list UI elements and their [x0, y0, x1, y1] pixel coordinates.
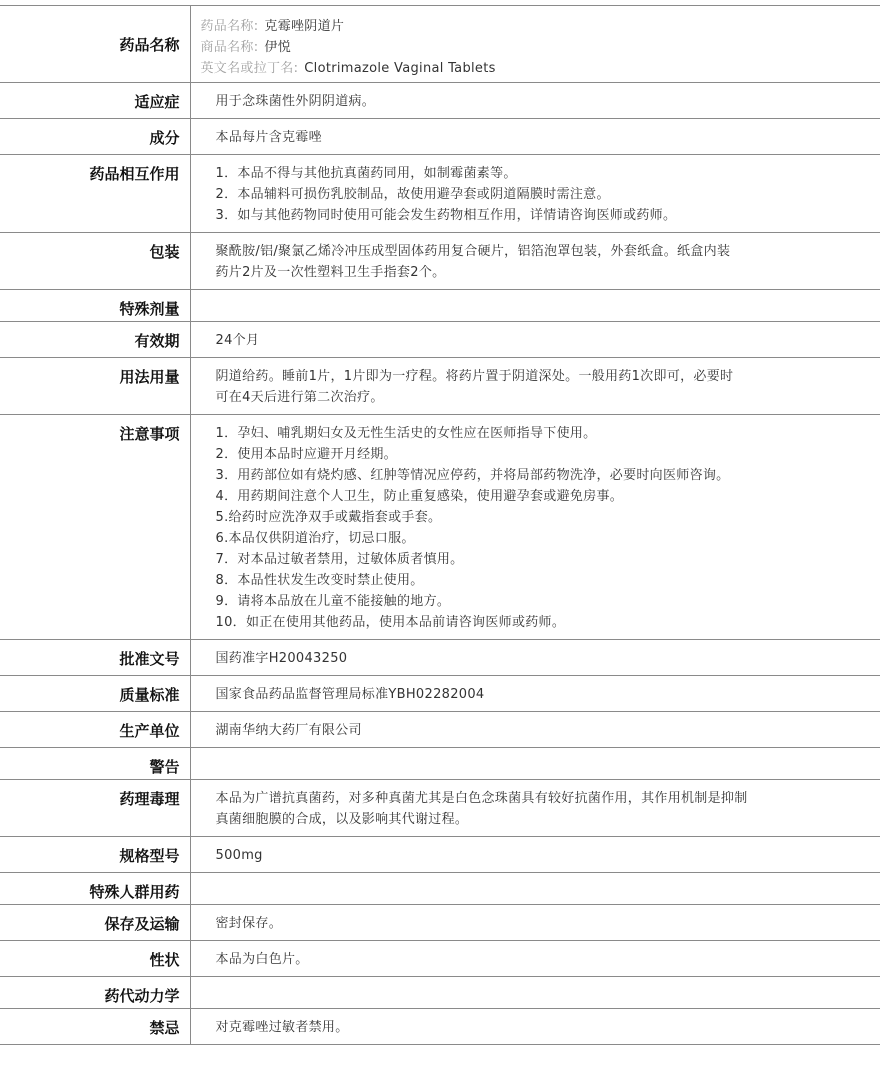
row-approval — [0, 640, 880, 676]
row-manufacturer — [0, 712, 880, 748]
interaction-item: 3．如与其他药物同时使用可能会发生药物相互作用，详情请咨询医师或药师。 — [215, 208, 677, 223]
precaution-item: 2．使用本品时应避开月经期。 — [215, 447, 397, 462]
precaution-item: 5.给药时应洗净双手或戴指套或手套。 — [215, 510, 442, 525]
warning-value — [190, 748, 880, 780]
precaution-item: 3．用药部位如有烧灼感、红肿等情况应停药，并将局部药物洗净，必要时向医师咨询。 — [215, 468, 730, 483]
generic-name-line — [201, 16, 861, 37]
special-dosage-value — [190, 290, 880, 322]
row-storage — [0, 905, 880, 941]
row-spec — [0, 837, 880, 873]
row-contraindications — [0, 1009, 880, 1045]
row-appearance — [0, 941, 880, 977]
row-label-ingredients: 成分 — [0, 119, 190, 155]
names-cell — [190, 6, 880, 83]
validity-value: 24个月 — [215, 333, 260, 348]
precaution-item: 10．如正在使用其他药品，使用本品前请咨询医师或药师。 — [215, 615, 566, 630]
row-precautions — [0, 415, 880, 640]
spec-value: 500mg — [215, 848, 263, 863]
trade-name-value: 伊悦 — [264, 40, 291, 55]
storage-value: 密封保存。 — [215, 916, 283, 931]
usage-line: 阴道给药。睡前1片，1片即为一疗程。将药片置于阴道深处。一般用药1次即可，必要时 — [215, 369, 734, 384]
packaging-cell — [190, 233, 880, 290]
trade-name-line — [201, 37, 861, 58]
packaging-line: 聚酰胺/铝/聚氯乙烯冷冲压成型固体药用复合硬片，铝箔泡罩包装，外套纸盒。纸盒内装 — [215, 244, 731, 259]
row-warning — [0, 748, 880, 780]
precaution-item: 8．本品性状发生改变时禁止使用。 — [215, 573, 424, 588]
contraindications-value: 对克霉唑过敏者禁用。 — [215, 1020, 349, 1035]
precaution-item: 4．用药期间注意个人卫生，防止重复感染，使用避孕套或避免房事。 — [215, 489, 624, 504]
english-name-value: Clotrimazole Vaginal Tablets — [304, 61, 496, 76]
english-name-key: 英文名或拉丁名: — [200, 61, 299, 76]
row-label-precautions: 注意事项 — [0, 415, 190, 640]
pharmacology-line: 本品为广谱抗真菌药，对多种真菌尤其是白色念珠菌具有较好抗菌作用，其作用机制是抑制 — [215, 791, 748, 806]
row-special-population — [0, 873, 880, 905]
trade-name-key: 商品名称: — [200, 40, 259, 55]
interaction-item: 1．本品不得与其他抗真菌药同用，如制霉菌素等。 — [215, 166, 517, 181]
usage-line: 可在4天后进行第二次治疗。 — [215, 390, 384, 405]
row-label-interactions: 药品相互作用 — [0, 155, 190, 233]
row-label-storage: 保存及运输 — [0, 905, 190, 941]
drug-info-table — [0, 5, 880, 1045]
generic-name-key: 药品名称: — [200, 19, 259, 34]
approval-value: 国药准字H20043250 — [215, 651, 348, 666]
precaution-item: 9．请将本品放在儿童不能接触的地方。 — [215, 594, 451, 609]
packaging-line: 药片2片及一次性塑料卫生手指套2个。 — [215, 265, 446, 280]
interaction-item: 2．本品辅料可损伤乳胶制品，故使用避孕套或阴道隔膜时需注意。 — [215, 187, 610, 202]
row-usage — [0, 358, 880, 415]
english-name-line — [201, 58, 861, 79]
standard-value: 国家食品药品监督管理局标准YBH02282004 — [215, 687, 485, 702]
row-label-contraindications: 禁忌 — [0, 1009, 190, 1045]
row-label-approval: 批准文号 — [0, 640, 190, 676]
row-interactions — [0, 155, 880, 233]
row-label-manufacturer: 生产单位 — [0, 712, 190, 748]
appearance-value: 本品为白色片。 — [215, 952, 309, 967]
usage-cell — [190, 358, 880, 415]
row-label-special-population: 特殊人群用药 — [0, 873, 190, 905]
row-standard — [0, 676, 880, 712]
row-names — [0, 6, 880, 83]
precaution-item: 1．孕妇、哺乳期妇女及无性生活史的女性应在医师指导下使用。 — [215, 426, 597, 441]
row-label-validity: 有效期 — [0, 322, 190, 358]
pharmacology-cell — [190, 780, 880, 837]
row-label-names: 药品名称 — [0, 6, 190, 83]
row-pharmacokinetics — [0, 977, 880, 1009]
row-special-dosage — [0, 290, 880, 322]
row-indication — [0, 83, 880, 119]
row-label-packaging: 包装 — [0, 233, 190, 290]
row-ingredients — [0, 119, 880, 155]
row-label-warning: 警告 — [0, 748, 190, 780]
precaution-item: 7．对本品过敏者禁用，过敏体质者慎用。 — [215, 552, 464, 567]
row-label-pharmacology: 药理毒理 — [0, 780, 190, 837]
ingredients-value: 本品每片含克霉唑 — [215, 130, 322, 145]
precautions-cell — [190, 415, 880, 640]
row-label-usage: 用法用量 — [0, 358, 190, 415]
row-label-pharmacokinetics: 药代动力学 — [0, 977, 190, 1009]
row-label-appearance: 性状 — [0, 941, 190, 977]
row-validity — [0, 322, 880, 358]
generic-name-value: 克霉唑阴道片 — [264, 19, 345, 34]
interactions-cell — [190, 155, 880, 233]
pharmacology-line: 真菌细胞膜的合成，以及影响其代谢过程。 — [215, 812, 469, 827]
row-label-indication: 适应症 — [0, 83, 190, 119]
row-pharmacology — [0, 780, 880, 837]
pharmacokinetics-value — [190, 977, 880, 1009]
indication-value: 用于念珠菌性外阴阴道病。 — [215, 94, 376, 109]
precaution-item: 6.本品仅供阴道治疗，切忌口服。 — [215, 531, 415, 546]
row-packaging — [0, 233, 880, 290]
row-label-special-dosage: 特殊剂量 — [0, 290, 190, 322]
special-population-value — [190, 873, 880, 905]
row-label-standard: 质量标准 — [0, 676, 190, 712]
row-label-spec: 规格型号 — [0, 837, 190, 873]
manufacturer-value: 湖南华纳大药厂有限公司 — [215, 723, 362, 738]
